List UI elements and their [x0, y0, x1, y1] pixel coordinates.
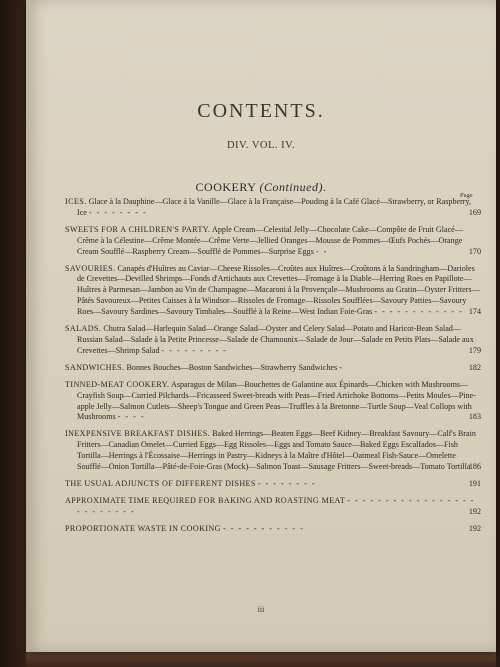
- entry-heading: INEXPENSIVE BREAKFAST DISHES.: [65, 429, 211, 439]
- entry-text: Baked Herrings—Beaten Eggs—Beef Kidney—Breakfast Savoury—Calf's Brain Fritters—Canadian Omelet—Curried Eggs—Egg Rissoles—Eggs and Tomato Sauce—Baked Eggs Escalfados—Fish Tortilla—Herrings à l'Écossaise—Herrings in Pastry—Kidneys à la Maître d'Hôtel—Oatmeal Fish-Sauce—Omelette Soufflé—Onion Tortilla—Pâté-de-Foie-Gras (Mock)—Salmon Toast—Sausage Fritters—Sweet-breads—Tomato Tortilla: [77, 429, 476, 472]
- contents-entry: [65, 380, 481, 424]
- page-column-label: Page: [460, 192, 473, 199]
- section-suffix: (Continued).: [259, 180, 327, 194]
- book-page: [26, 0, 496, 652]
- entry-heading: PROPORTIONATE WASTE IN COOKING: [65, 523, 221, 533]
- page-folio: iii: [257, 605, 265, 614]
- entry-leaders: - - - - - - - - - - -: [222, 523, 305, 533]
- entry-heading: APPROXIMATE TIME REQUIRED FOR BAKING AND ROASTING MEAT: [65, 495, 346, 505]
- entry-text: Apple Cream—Celestial Jelly—Chocolate Cake—Compôte de Fruit Glacé—Crême à la Célestine—Crême Montée—Crême Verte—Jellied Oranges—Mousse de Pommes—Œufs Pochés—Orange Cream Soufflé—Raspberry Cream—Soufflé de Pommes—Surprise Eggs: [77, 224, 463, 256]
- entry-heading: SWEETS FOR A CHILDREN'S PARTY.: [65, 224, 211, 234]
- entry-text: Bonnes Bouches—Boston Sandwiches—Strawberry Sandwiches: [126, 362, 338, 372]
- section-heading: [26, 180, 496, 195]
- contents-entry: [65, 225, 481, 258]
- division-heading: DIV. VOL. IV.: [226, 140, 296, 151]
- entry-text: Canapés d'Huîtres au Caviar—Cheese Rissoles—Croûtes aux Huîtres—Croûtons à la Sandringham—Darioles de Crevettes—Devilled Shrimps—Fonds d'Artichauts aux Crevettes—Fromage à la Diable—Herring Roes en Papillote—Huîtres à Parmesan—Jambon au Vin de Champagne—Macaroni à la Provençale—Mushrooms au Gratin—Oyster Fritters—Pâtés Savoureux—Petites Caisses à la Windsor—Rissoles de Fromage—Rissoles Soufflées—Savoury Patties—Savoury Roes—Savoury Sardines—Savoury Timbales—Soufflé à la Reine—West Indian Foie-Gras: [77, 263, 480, 317]
- entry-leaders: - - - -: [117, 412, 146, 422]
- contents-entry: [65, 524, 481, 535]
- entry-leaders: - -: [315, 246, 328, 256]
- entry-text: Chutra Salad—Harlequin Salad—Orange Salad—Oyster and Celery Salad—Potato and Haricot-Bean Salad—Russian Salad—Salade à la Petite Princesse—Salade de Chamounix—Salade de Jour—Salade en Petits Plats—Salade aux Crevettes—Shrimp Salad: [77, 324, 474, 355]
- entry-heading: THE USUAL ADJUNCTS OF DIFFERENT DISHES: [65, 478, 256, 488]
- contents-list: [65, 197, 481, 541]
- entry-text: Glace à la Dauphine—Glace à la Vanille—Glace à la Française—Pouding à la Café Glacé—Strawberry, or Raspberry, Ice: [77, 197, 472, 217]
- contents-entry: [65, 197, 481, 219]
- entry-leaders: - - - - - - - -: [257, 478, 317, 488]
- contents-entry: [65, 479, 481, 490]
- entry-leaders: - - - - - - - - -: [161, 345, 228, 355]
- entry-leaders: -: [339, 362, 344, 372]
- contents-entry: [65, 324, 481, 357]
- entry-leaders: - - - - - - - - - - - - - - - - - - - - - - - - -: [77, 495, 475, 516]
- entry-text: Asparagus de Milan—Bouchettes de Galantine aux Épinards—Chicken with Mushrooms—Crayfish Soup—Curried Pilchards—Fricasseed Sweet-breads with Peas—Fried Artichoke Bottoms—Petits Moules—Pine-apple Jelly—Salmon Cutlets—Sheep's Tongue and Green Peas—Truffles à la Bretonne—Turtle Soup—Veal Collops with Mushrooms: [77, 379, 476, 422]
- contents-entry: [65, 429, 481, 473]
- contents-entry: [65, 496, 481, 518]
- entry-heading: ICES.: [65, 197, 87, 206]
- contents-entry: [65, 363, 481, 374]
- section-label: COOKERY: [195, 180, 256, 194]
- page-edge-shadow: [26, 650, 496, 667]
- entry-heading: SAVOURIES.: [65, 263, 116, 273]
- entry-heading: SANDWICHES.: [65, 362, 125, 372]
- entry-heading: SALADS.: [65, 324, 102, 334]
- entry-leaders: - - - - - - - -: [88, 207, 148, 217]
- contents-title: CONTENTS.: [197, 100, 325, 122]
- contents-entry: [65, 264, 481, 319]
- entry-leaders: - - - - - - - - - - - -: [374, 307, 464, 317]
- entry-heading: TINNED-MEAT COOKERY.: [65, 379, 170, 389]
